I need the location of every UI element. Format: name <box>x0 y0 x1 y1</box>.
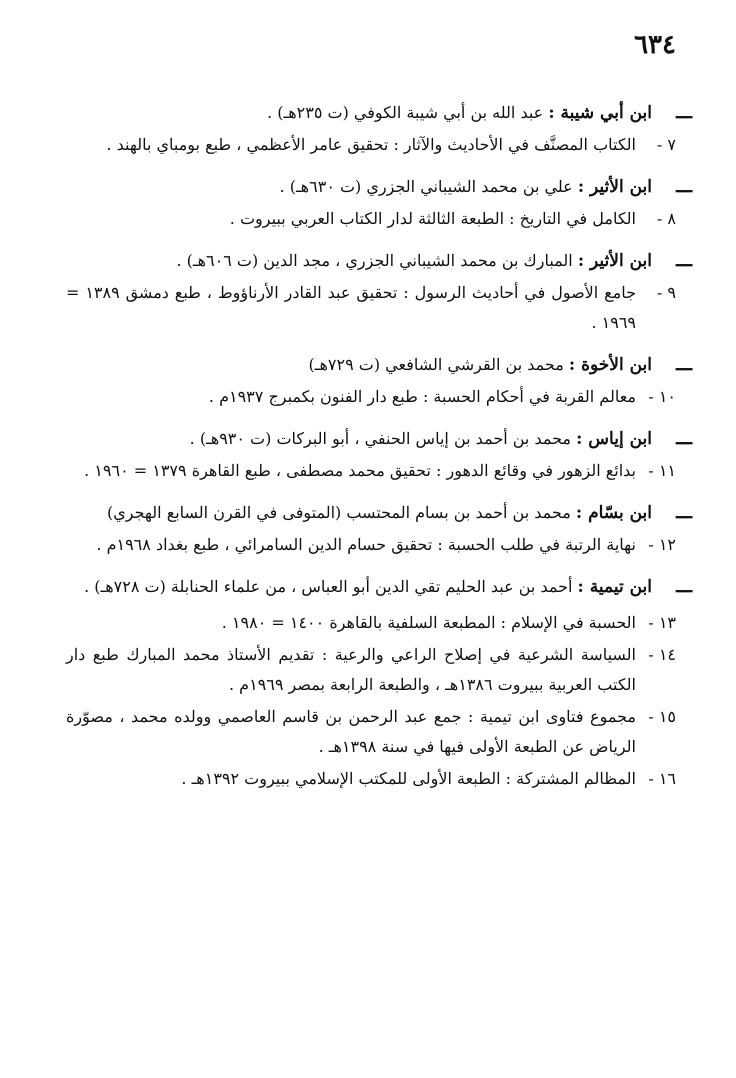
entry-dash: ـــ <box>676 354 692 375</box>
book-number: ١٣ - <box>648 613 676 632</box>
book-text: الكتاب المصنَّف في الأحاديث والآثار : تحقيق عامر الأعظمي ، طبع بومباي بالهند . <box>106 135 636 154</box>
book-item <box>66 608 676 638</box>
author-name: ابن الأثير : <box>577 177 652 197</box>
book-text: المظالم المشتركة : الطبعة الأولى للمكتب الإسلامي ببيروت ١٣٩٢هـ . <box>181 769 636 788</box>
book-text: معالم القربة في أحكام الحسبة : طبع دار الفنون بكمبرج ١٩٣٧م . <box>208 387 636 406</box>
book-text: جامع الأصول في أحاديث الرسول : تحقيق عبد القادر الأرناؤوط ، طبع دمشق ١٣٨٩ = ١٩٦٩ . <box>66 283 636 332</box>
book-item <box>66 456 676 486</box>
book-number: ١٦ - <box>648 769 676 788</box>
author-description: المبارك بن محمد الشيباني الجزري ، مجد الدين (ت ٦٠٦هـ) . <box>176 251 573 270</box>
book-text: نهاية الرتبة في طلب الحسبة : تحقيق حسام الدين السامرائي ، طبع بغداد ١٩٦٨م . <box>96 535 636 554</box>
bibliography-list <box>66 98 692 794</box>
book-item <box>66 702 676 762</box>
author-description: محمد بن أحمد بن إياس الحنفي ، أبو البركات (ت ٩٣٠هـ) . <box>189 429 571 448</box>
book-text: مجموع فتاوى ابن تيمية : جمع عبد الرحمن بن قاسم العاصمي وولده محمد ، مصوّرة الرياض عن الطبعة الأولى فيها في سنة ١٣٩٨هـ . <box>66 707 636 756</box>
author-entry <box>66 498 692 528</box>
author-entry <box>66 350 692 380</box>
book-text: السياسة الشرعية في إصلاح الراعي والرعية : تقديم الأستاذ محمد المبارك طبع دار الكتب العربية ببيروت ١٣٨٦هـ ، والطبعة الرابعة بمصر ١٩٦٩م . <box>66 645 636 694</box>
author-entry <box>66 246 692 276</box>
entry-dash: ـــ <box>676 176 692 197</box>
book-item <box>66 530 676 560</box>
book-number: ١٢ - <box>648 535 676 554</box>
book-item <box>66 382 676 412</box>
author-description: عبد الله بن أبي شيبة الكوفي (ت ٢٣٥هـ) . <box>267 103 544 122</box>
author-name: ابن الأثير : <box>577 251 652 271</box>
book-text: بدائع الزهور في وقائع الدهور : تحقيق محمد مصطفى ، طبع القاهرة ١٣٧٩ = ١٩٦٠ . <box>84 461 636 480</box>
author-description: أحمد بن عبد الحليم تقي الدين أبو العباس ، من علماء الحنابلة (ت ٧٢٨هـ) . <box>84 577 573 596</box>
author-entry <box>66 172 692 202</box>
book-number: ١٥ - <box>648 707 676 726</box>
author-name: ابن أبي شيبة : <box>548 103 652 123</box>
entry-dash: ـــ <box>676 102 692 123</box>
entry-dash: ـــ <box>676 576 692 597</box>
book-text: الكامل في التاريخ : الطبعة الثالثة لدار الكتاب العربي ببيروت . <box>229 209 636 228</box>
book-item <box>66 278 676 338</box>
book-number: ١٤ - <box>648 645 676 664</box>
book-item <box>66 130 676 160</box>
book-item <box>66 204 676 234</box>
author-description: محمد بن أحمد بن بسام المحتسب (المتوفى في القرن السابع الهجري) <box>106 503 571 522</box>
book-text: الحسبة في الإسلام : المطبعة السلفية بالقاهرة ١٤٠٠ = ١٩٨٠ . <box>221 613 636 632</box>
author-entry <box>66 424 692 454</box>
author-name: ابن إياس : <box>576 429 652 449</box>
author-name: ابن بسّام : <box>575 503 652 523</box>
book-item <box>66 764 676 794</box>
book-number: ٧ - <box>656 135 676 154</box>
author-name: ابن الأخوة : <box>568 355 652 375</box>
book-number: ٩ - <box>656 283 676 302</box>
entry-dash: ـــ <box>676 250 692 271</box>
page-number: ٦٣٤ <box>634 30 676 60</box>
entry-dash: ـــ <box>676 428 692 449</box>
entry-dash: ـــ <box>676 502 692 523</box>
book-number: ١٠ - <box>648 387 676 406</box>
author-name: ابن تيمية : <box>577 577 652 597</box>
book-number: ١١ - <box>648 461 676 480</box>
book-item <box>66 640 676 700</box>
author-description: محمد بن القرشي الشافعي (ت ٧٢٩هـ) <box>308 355 564 374</box>
book-number: ٨ - <box>656 209 676 228</box>
author-entry <box>66 572 692 602</box>
author-entry <box>66 98 692 128</box>
author-description: علي بن محمد الشيباني الجزري (ت ٦٣٠هـ) . <box>279 177 573 196</box>
